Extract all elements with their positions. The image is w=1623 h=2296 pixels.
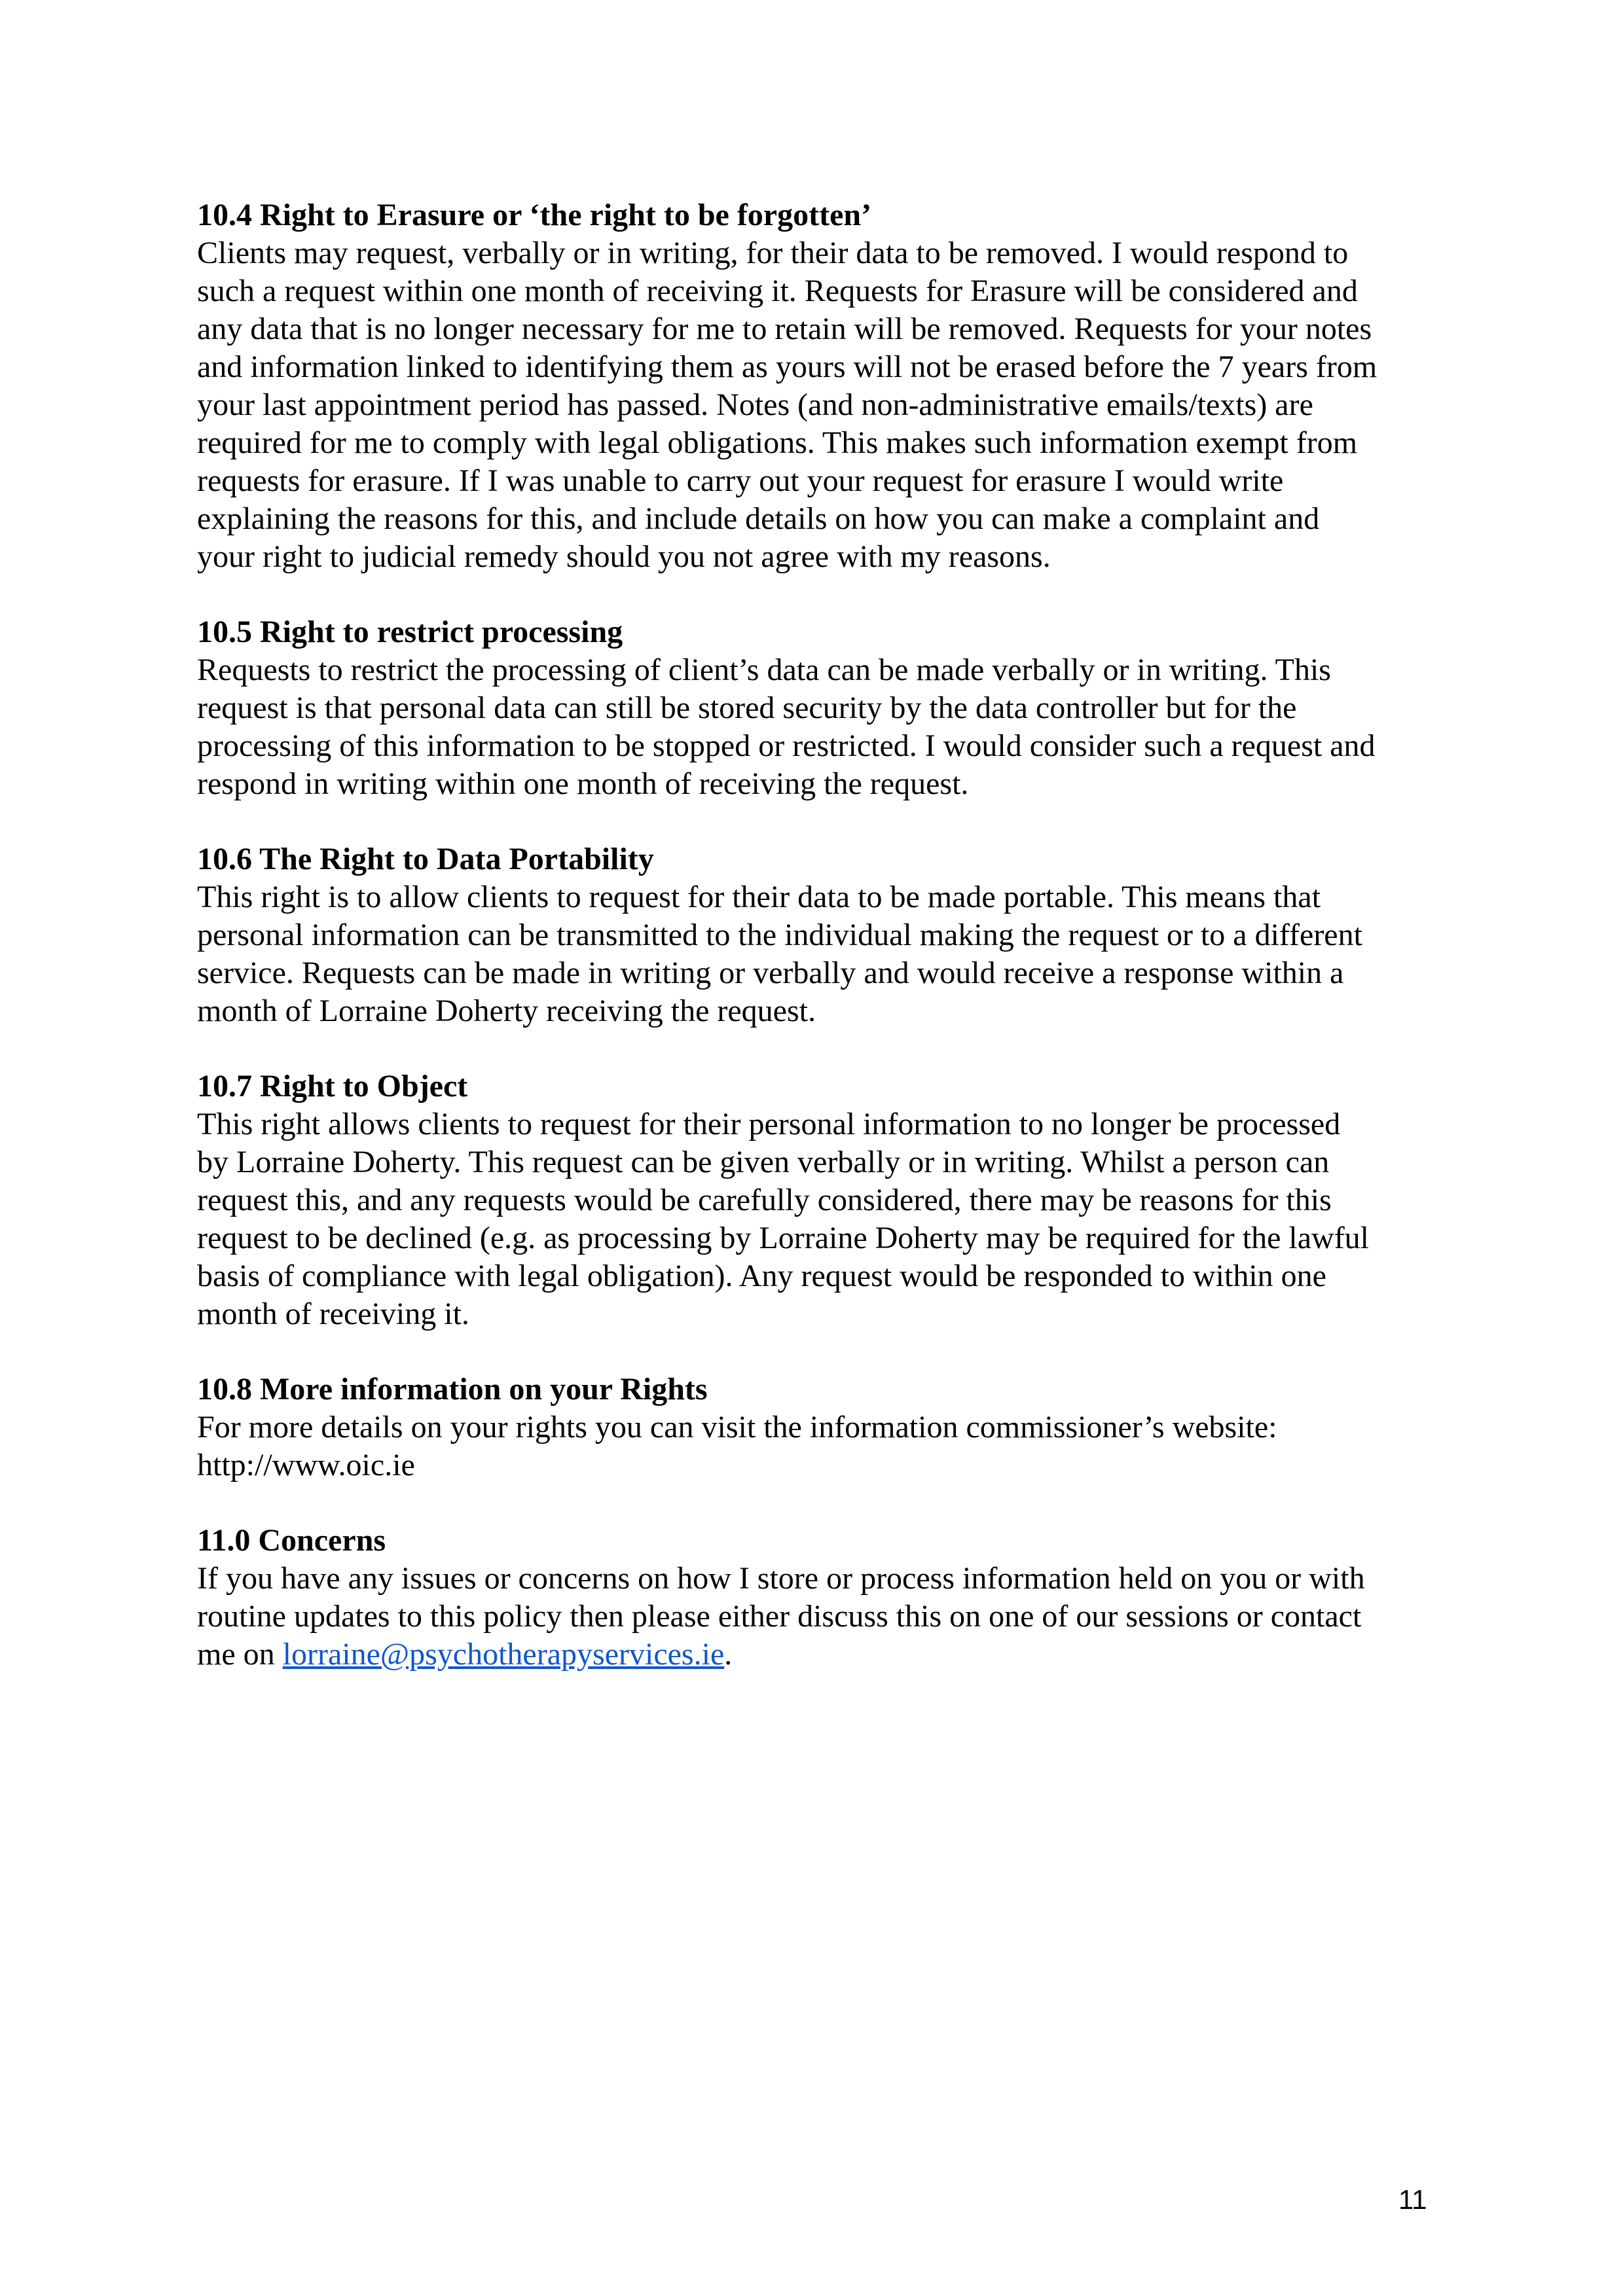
text-line: routine updates to this policy then please either discuss this on one of our sessions or contact	[197, 1599, 1362, 1634]
text-line: Requests to restrict the processing of client’s data can be made verbally or in writing. This	[197, 653, 1331, 687]
website-url: http://www.oic.ie	[197, 1448, 415, 1482]
line-suffix: .	[724, 1637, 733, 1672]
section-heading: 11.0 Concerns	[197, 1523, 386, 1558]
text-line: personal information can be transmitted to the individual making the request or to a different	[197, 918, 1362, 952]
text-line: This right is to allow clients to request for their data to be made portable. This means that	[197, 880, 1321, 914]
section-body	[197, 1560, 1441, 1674]
text-line: processing of this information to be stopped or restricted. I would consider such a request and	[197, 728, 1376, 763]
section-body	[197, 234, 1441, 576]
text-line: month of Lorraine Doherty receiving the request.	[197, 994, 816, 1028]
text-line: such a request within one month of receiving it. Requests for Erasure will be considered and	[197, 274, 1358, 308]
section-10-5	[197, 613, 1441, 803]
text-line: any data that is no longer necessary for me to retain will be removed. Requests for your notes	[197, 312, 1372, 346]
section-11-0	[197, 1522, 1441, 1674]
section-10-7	[197, 1067, 1441, 1333]
section-heading: 10.4 Right to Erasure or ‘the right to be forgotten’	[197, 198, 872, 232]
text-line: your right to judicial remedy should you not agree with my reasons.	[197, 539, 1051, 574]
text-line: month of receiving it.	[197, 1297, 469, 1331]
text-line: request is that personal data can still be stored security by the data controller but for the	[197, 691, 1297, 725]
section-heading: 10.6 The Right to Data Portability	[197, 842, 654, 876]
text-line: respond in writing within one month of receiving the request.	[197, 766, 969, 801]
text-line: your last appointment period has passed. Notes (and non-administrative emails/texts) are	[197, 387, 1313, 422]
text-line: request to be declined (e.g. as processing by Lorraine Doherty may be required for the lawful	[197, 1221, 1370, 1255]
text-line: and information linked to identifying them as yours will not be erased before the 7 years from	[197, 350, 1377, 384]
section-body	[197, 651, 1441, 803]
text-line: explaining the reasons for this, and include details on how you can make a complaint and	[197, 501, 1320, 536]
section-body	[197, 878, 1441, 1030]
section-10-8	[197, 1371, 1441, 1484]
section-10-6	[197, 840, 1441, 1030]
text-line: This right allows clients to request for their personal information to no longer be processed	[197, 1107, 1341, 1141]
section-heading: 10.8 More information on your Rights	[197, 1372, 708, 1407]
text-line: basis of compliance with legal obligation). Any request would be responded to within one	[197, 1259, 1326, 1293]
text-line: request this, and any requests would be carefully considered, there may be reasons for this	[197, 1183, 1332, 1217]
text-line: requests for erasure. If I was unable to carry out your request for erasure I would write	[197, 463, 1284, 498]
text-line: If you have any issues or concerns on how I store or process information held on you or with	[197, 1561, 1365, 1596]
section-heading: 10.7 Right to Object	[197, 1069, 468, 1103]
text-line: For more details on your rights you can visit the information commissioner’s website:	[197, 1410, 1277, 1444]
text-line: required for me to comply with legal obligations. This makes such information exempt from	[197, 425, 1358, 460]
text-line: by Lorraine Doherty. This request can be given verbally or in writing. Whilst a person can	[197, 1145, 1330, 1179]
section-body	[197, 1408, 1441, 1484]
email-link[interactable]: lorraine@psychotherapyservices.ie	[282, 1637, 725, 1672]
section-10-4	[197, 196, 1441, 576]
section-heading: 10.5 Right to restrict processing	[197, 615, 623, 649]
text-line: service. Requests can be made in writing or verbally and would receive a response within a	[197, 956, 1344, 990]
text-line-with-link	[197, 1636, 1441, 1674]
section-body	[197, 1105, 1441, 1333]
page-number: 11	[1398, 2184, 1427, 2215]
text-line: Clients may request, verbally or in writing, for their data to be removed. I would respond to	[197, 236, 1349, 270]
document-page	[197, 196, 1441, 1711]
line-prefix: me on	[197, 1637, 283, 1672]
